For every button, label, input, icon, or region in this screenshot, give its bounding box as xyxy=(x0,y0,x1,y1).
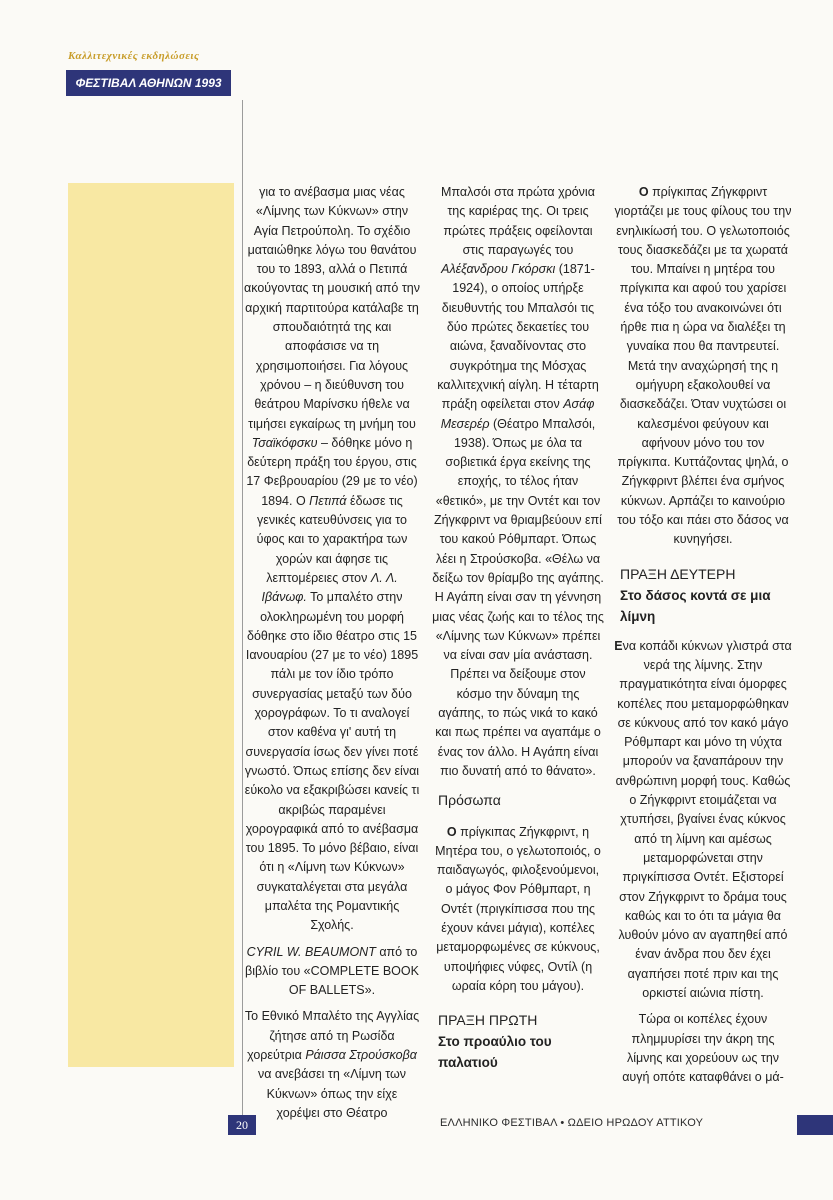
yellow-panel xyxy=(68,183,234,1067)
paragraph: Το Εθνικό Μπαλέτο της Αγγλίας ζήτησε από τη Ρωσίδα χορεύτρια Ράισσα Στρούσκοβα να ανεβάσει τη «Λίμνη των Κύκνων» όπως την είχε χορέψει στο Θέατρο xyxy=(244,1009,420,1120)
persons-heading: Πρόσωπα xyxy=(438,792,501,809)
festival-banner: ΦΕΣΤΙΒΑΛ ΑΘΗΝΩΝ 1993 xyxy=(66,70,231,96)
section-kicker: Καλλιτεχνικές εκδηλώσεις xyxy=(68,50,200,62)
persons-paragraph: Ο πρίγκιπας Ζήγκφριντ, η Μητέρα του, ο γελωτοποιός, ο παιδαγωγός, φιλοξενούμενοι, ο μάγος Φον Ρόθμπαρτ, η Οντέτ (πριγκίπισσα που της έχουν κάνει μάγια), κοπέλες μεταμορφωμένες σε κύκνους, υποψήφιες νύφες, Οντίλ (η ωραία κόρη του μάγου). xyxy=(435,824,601,993)
act-two-heading: ΠΡΑΞΗ ΔΕΥΤΕΡΗ Στο δάσος κοντά σε μια λίμνη xyxy=(620,565,771,624)
paragraph: Τώρα οι κοπέλες έχουν πλημμυρίσει την άκρη της λίμνης και χορεύουν ως την αυγή οπότε καταφθάνει ο μά- xyxy=(622,1012,784,1085)
paragraph: για το ανέβασμα μιας νέας «Λίμνης των Κύκνων» στην Αγία Πετρούπολη. Το σχέδιο ματαιώθηκε λόγω του θανάτου του το 1893, αλλά ο Πετιπά ακούγοντας τη μουσική από την αρχική παρτιτούρα κατάλαβε τη σπουδαιότητά της και αποφάσισε να τη χρησιμοποιήσει. Για λόγους χρόνου – η διεύθυνση του θεάτρου Μαρίνσκυ ήθελε να τιμήσει εγκαίρως τη μνήμη του Τσαϊκόφσκυ – δόθηκε μόνο η δεύτερη πράξη του έργου, στις 17 Φεβρουαρίου (29 με το νέο) 1894. Ο Πετιπά έδωσε τις γενικές κατευθύνσεις για το ύφος και το χαρακτήρα των χορών και άφησε τις λεπτομέρειες στον Λ. Λ. Ιβάνωφ. Το μπαλέτο στην ολοκληρωμένη του μορφή δόθηκε στο ίδιο θέατρο στις 15 Ιανουαρίου (27 με το νέο) 1895 πάλι με τον ίδιο τρόπο συνεργασίας μεταξύ των δύο χορογράφων. Το τι αναλογεί στον καθένα γι' αυτή τη συνεργασία ίσως δεν γίνει ποτέ γνωστό. Όπως επίσης δεν είναι εύκολο να εξακριβώσει κανείς τι ακριβώς παραμένει χορογραφικά από το ανέβασμα του 1895. Το μόνο βέβαιο, είναι ότι η «Λίμνη των Κύκνων» συγκαταλέγεται στα μεγάλα μπαλέτα της Ρομαντικής Σχολής. xyxy=(244,185,420,933)
text-column-3 xyxy=(614,183,792,1094)
paragraph: Ο πρίγκιπας Ζήγκφριντ γιορτάζει με τους φίλους του την ενηλικίωσή του. Ο γελωτοποιός τους διασκεδάζει με τα χωρατά του. Μπαίνει η μητέρα του πρίγκιπα και αφού του χαρίσει ένα τόξο του ανακοινώνει ότι ήρθε πια η ώρα να διαλέξει τη γυναίκα που θα παντρευτεί. Μετά την αναχώρησή της η ομήγυρη εξακολουθεί να διασκεδάζει. Όταν νυχτώσει οι καλεσμένοι φεύγουν και αφήνουν μόνο του τον πρίγκιπα. Κυττάζοντας ψηλά, ο Ζήγκφριντ βλέπει ένα σμήνος κύκνων. Αρπάζει το καινούριο του τόξο και πάει στο δάσος να κυνηγήσει. xyxy=(614,185,792,547)
text-column-2 xyxy=(432,183,604,1083)
vertical-divider xyxy=(242,100,243,1130)
act-one-heading: ΠΡΑΞΗ ΠΡΩΤΗ Στο προαύλιο του παλατιού xyxy=(438,1012,552,1071)
paragraph: Ενα κοπάδι κύκνων γλιστρά στα νερά της λίμνης. Στην πραγματικότητα είναι όμορφες κοπέλες που μεταμορφώθηκαν σε κύκνους από τον κακό μάγο Ρόθμπαρτ και μόνο τη νύχτα μπορούν να ξαναπάρουν την ανθρώπινη μορφή τους. Καθώς ο Ζήγκφριντ ετοιμάζεται να χτυπήσει, βγαίνει ένας κύκνος από τη λίμνη και αμέσως μεταμορφώνεται στην πριγκίπισσα Οντέτ. Εξιστορεί στον Ζήγκφριντ το δράμα τους καθώς και το ότι τα μάγια θα λυθούν μόνο αν αγαπηθεί από έναν άνδρα που δεν έχει αγαπήσει ποτέ πριν και της ορκιστεί αιώνια πίστη. xyxy=(614,638,792,1000)
paragraph: CYRIL W. BEAUMONT από το βιβλίο του «COMPLETE BOOK OF BALLETS». xyxy=(245,944,419,998)
paragraph: Μπαλσόι στα πρώτα χρόνια της καριέρας της. Οι τρεις πρώτες πράξεις οφείλονται στις παραγωγές του Αλέξανδρου Γκόρσκι (1871-1924), ο οποίος υπήρξε διευθυντής του Μπαλσόι τις δύο πρώτες δεκαετίες του αιώνα, ξαναδίνοντας στο συγκρότημα της Μόσχας καλλιτεχνική αίγλη. Η τέταρτη πράξη οφείλεται στον Ασάφ Μεσερέρ (Θέατρο Μπαλσόι, 1938). Όπως με όλα τα σοβιετικά έργα εκείνης της εποχής, το τέλος ήταν «θετικό», με την Οντέτ και τον Ζήγκφριντ να θριαμβεύουν επί του κακού Ρόθμπαρτ. Όπως λέει η Στρούσκοβα. «Θέλω να δείξω τον θρίαμβο της αγάπης. Η Αγάπη είναι σαν τη γέννηση μιας νέας ζωής και το τέλος της «Λίμνης των Κύκνων» πρέπει να είναι σαν μία ανάσταση. Πρέπει να δείξουμε στον κόσμο την δύναμη της αγάπης, το πώς νικά το κακό και πως πρέπει να αγαπάμε ο ένας τον άλλο. Η Αγάπη είναι πιο δυνατή από το θάνατο». xyxy=(432,185,604,778)
footer-tab xyxy=(797,1115,833,1135)
page-number: 20 xyxy=(228,1115,256,1135)
text-column-1 xyxy=(244,183,420,1130)
footer-text: ΕΛΛΗΝΙΚΟ ΦΕΣΤΙΒΑΛ • ΩΔΕΙΟ ΗΡΩΔΟΥ ΑΤΤΙΚΟΥ xyxy=(440,1117,704,1129)
